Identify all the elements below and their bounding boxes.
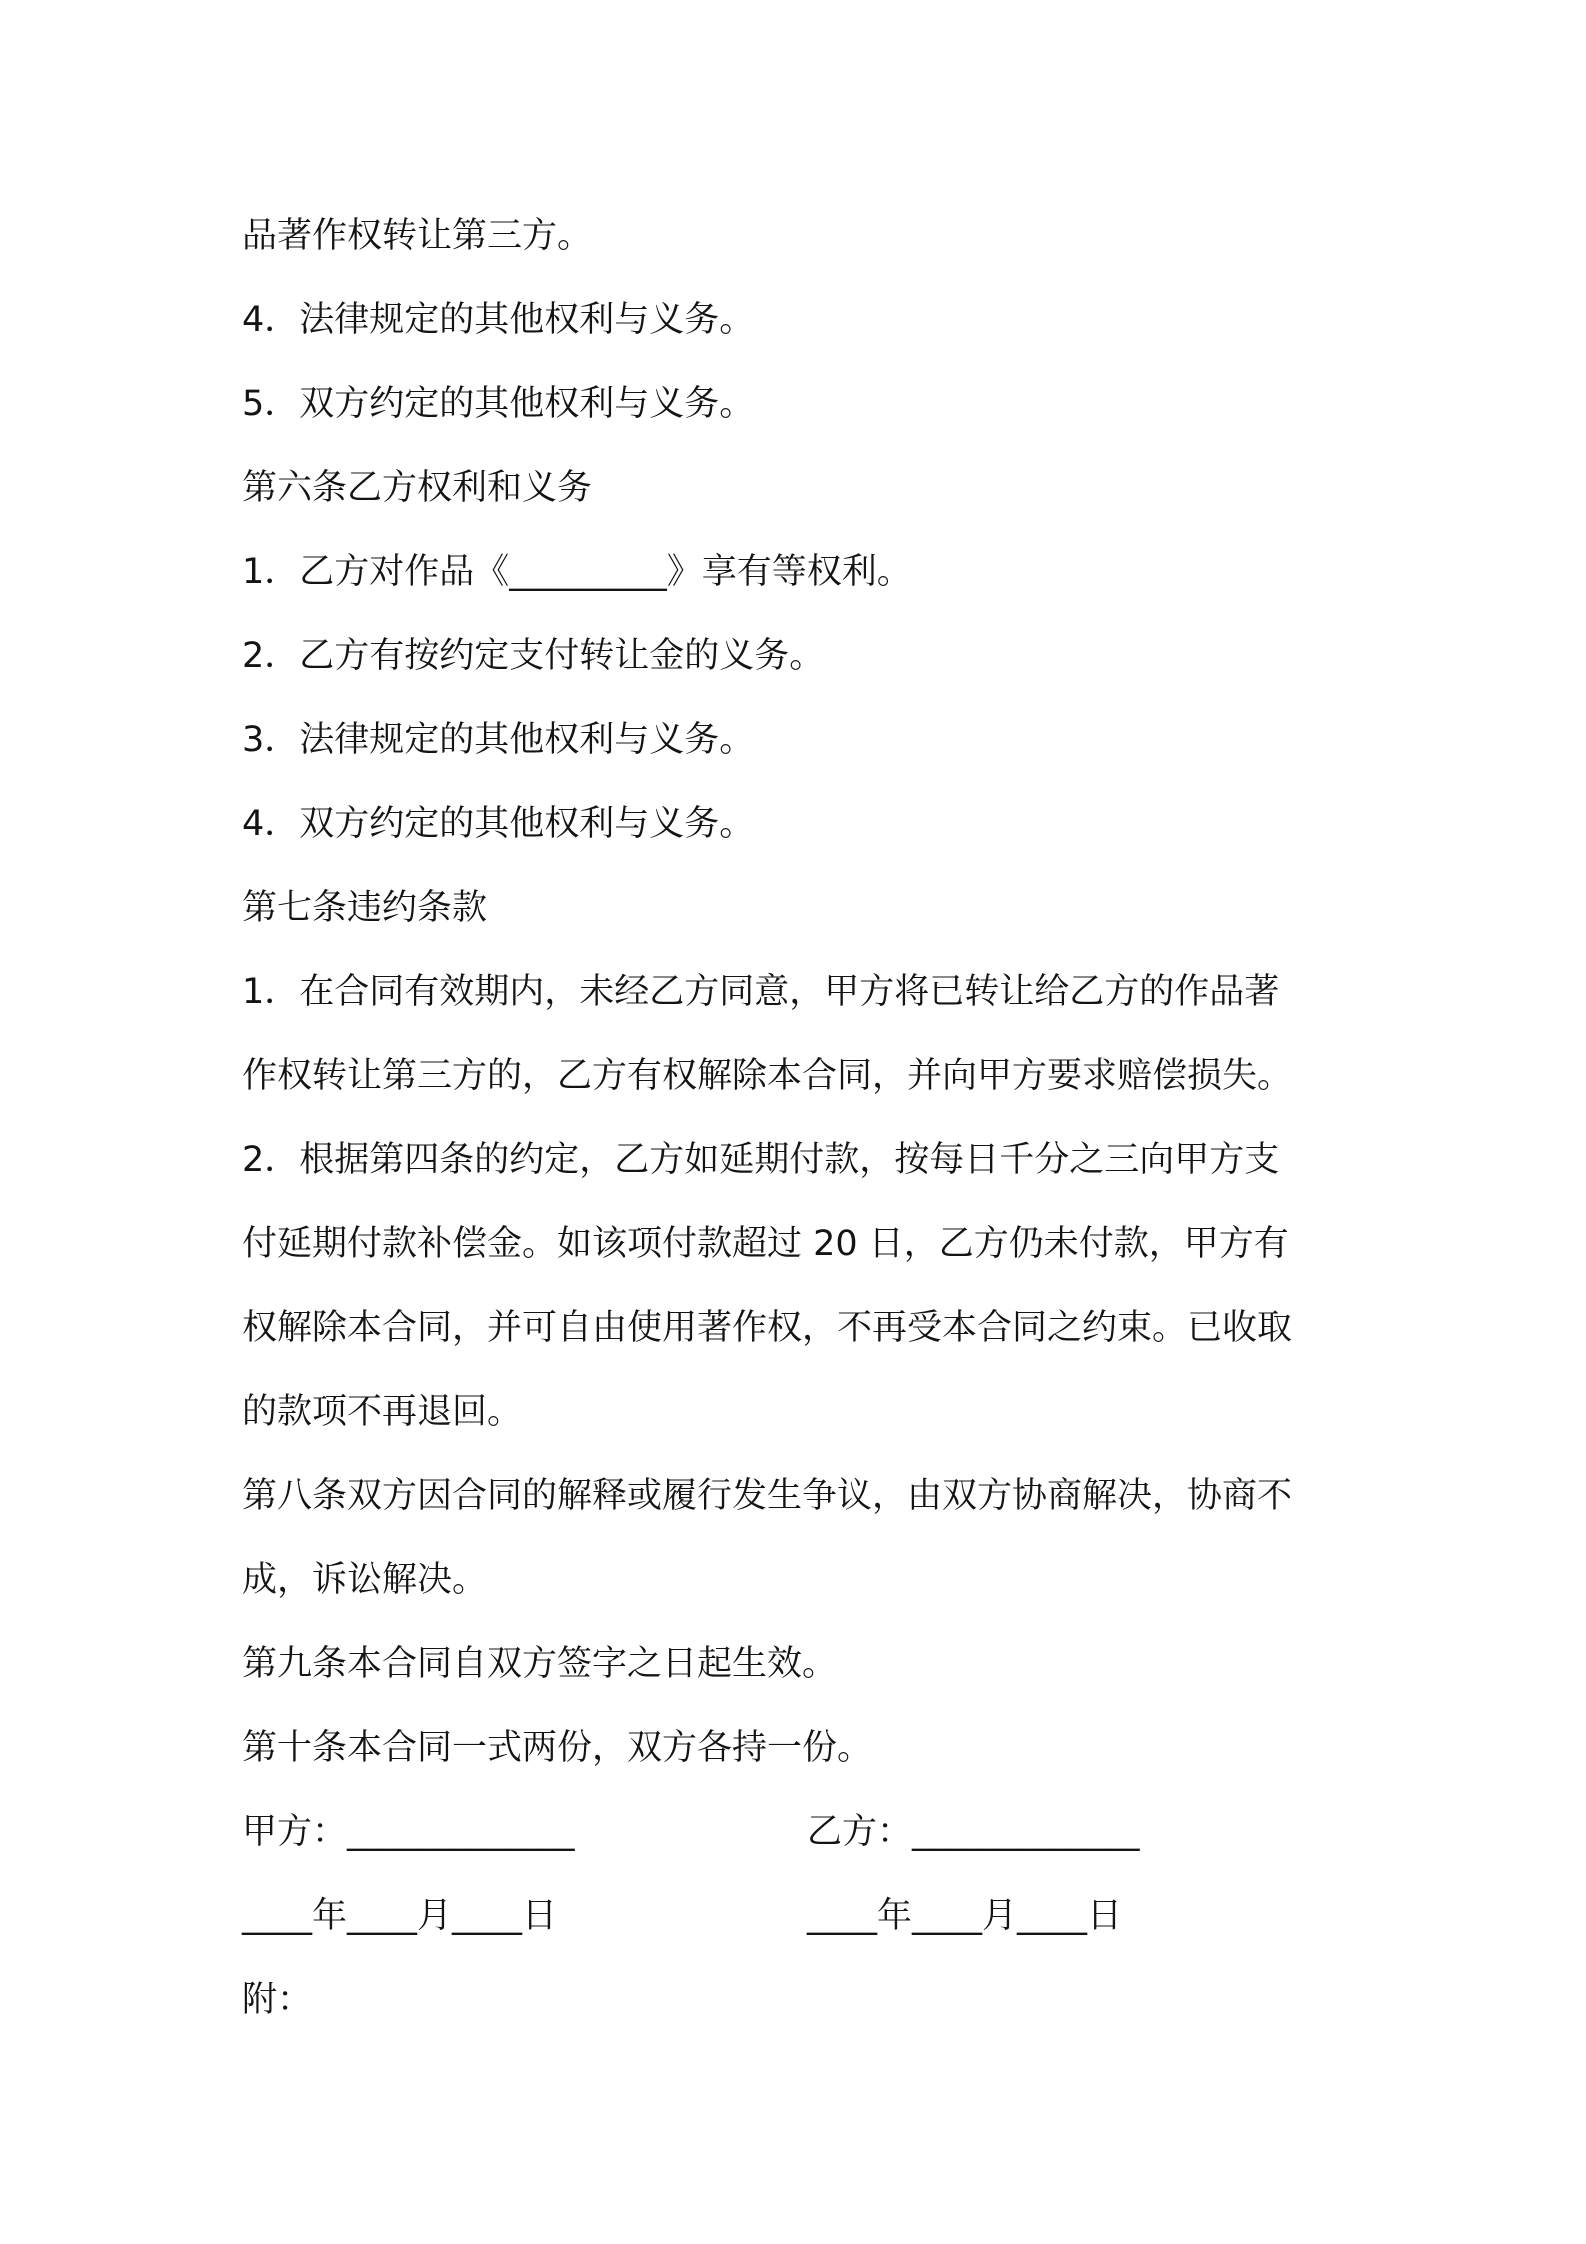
text-line: 第十条本合同一式两份，双方各持一份。 xyxy=(242,1728,873,1768)
date-row xyxy=(242,1874,1362,1958)
text-line: 1．乙方对作品《_________》享有等权利。 xyxy=(242,552,912,592)
text-line: 1．在合同有效期内，未经乙方同意，甲方将已转让给乙方的作品著 xyxy=(242,972,1280,1012)
text-line: 第九条本合同自双方签字之日起生效。 xyxy=(242,1644,838,1684)
text-line: 4．法律规定的其他权利与义务。 xyxy=(242,300,755,340)
signature-row xyxy=(242,1790,1362,1874)
text-line: 4．双方约定的其他权利与义务。 xyxy=(242,804,755,844)
party-b-signature: 乙方：_____________ xyxy=(807,1812,1140,1852)
party-a-date: ____年____月____日 xyxy=(242,1896,558,1936)
text-line: 品著作权转让第三方。 xyxy=(242,216,593,256)
text-line: 权解除本合同，并可自由使用著作权，不再受本合同之约束。已收取 xyxy=(242,1308,1293,1348)
text-line: 5．双方约定的其他权利与义务。 xyxy=(242,384,755,424)
attachment-label: 附： xyxy=(242,1980,313,2020)
text-line: 2．乙方有按约定支付转让金的义务。 xyxy=(242,636,825,676)
party-a-signature: 甲方：_____________ xyxy=(242,1812,575,1852)
party-b-date: ____年____月____日 xyxy=(807,1896,1123,1936)
text-line: 2．根据第四条的约定，乙方如延期付款，按每日千分之三向甲方支 xyxy=(242,1140,1280,1180)
text-line: 第八条双方因合同的解释或履行发生争议，由双方协商解决，协商不 xyxy=(242,1476,1293,1516)
text-line: 成，诉讼解决。 xyxy=(242,1560,488,1600)
text-line: 作权转让第三方的，乙方有权解除本合同，并向甲方要求赔偿损失。 xyxy=(242,1056,1293,1096)
article-heading: 第六条乙方权利和义务 xyxy=(242,468,593,508)
contract-body xyxy=(242,194,1362,2042)
text-line: 付延期付款补偿金。如该项付款超过 20 日，乙方仍未付款，甲方有 xyxy=(242,1224,1289,1264)
article-heading: 第七条违约条款 xyxy=(242,888,488,928)
text-line: 的款项不再退回。 xyxy=(242,1392,523,1432)
text-line: 3．法律规定的其他权利与义务。 xyxy=(242,720,755,760)
